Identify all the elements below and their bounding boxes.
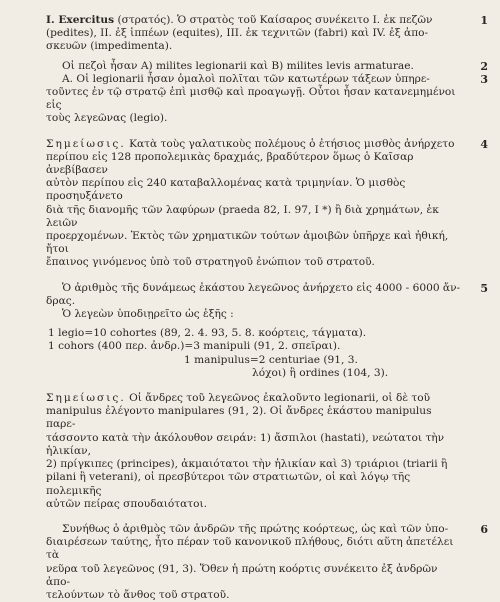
division-centuria: λόχοι) ἢ ordines (104, 3). xyxy=(252,366,389,379)
paragraph-3-cont xyxy=(46,86,474,126)
margin-number-3: 3 xyxy=(480,72,488,86)
p4-line-1 xyxy=(46,138,462,151)
p3-line-1: A. Οἱ legionarii ἦσαν ὁμαλοὶ πολῖται τῶν κατωτέρων τάξεων ὑπηρε- xyxy=(62,72,430,85)
paragraph-6 xyxy=(46,392,474,511)
p5-line-1: Ὁ ἀριθμὸς τῆς δυνάμεως ἑκάστου λεγεῶνος ἀνήρχετο εἰς 4000 - 6000 ἄν- xyxy=(62,281,461,294)
paragraph-5-cont xyxy=(46,295,474,308)
margin-number-4: 4 xyxy=(480,137,488,151)
p3-line-2: τοῦντες ἐν τῷ στρατῷ ἐπὶ μισθῷ καὶ προαγωγῇ. Οὗτοι ἦσαν κατανεμημένοι εἰς xyxy=(46,86,456,112)
division-manipulus: 1 manipulus=2 centuriae (91, 3. xyxy=(184,353,358,366)
paragraph-5 xyxy=(46,281,488,295)
p5-line-2: δρας. xyxy=(46,294,76,307)
paragraph-1 xyxy=(46,14,488,54)
p6-line-2: manipulus ἐλέγοντο manipulares (91, 2). Οἱ ἄνδρες ἑκάστου manipulus παρε- xyxy=(46,405,432,431)
p6-line-5: pilani ἢ veterani), οἱ πρεσβύτεροι τῶν στρατιωτῶν, οἱ καὶ λόγῳ τῆς πολεμικῆς xyxy=(46,471,411,497)
paragraph-5-intro xyxy=(46,308,474,321)
p6-line-1 xyxy=(46,392,462,405)
p4-line-4: διὰ τῆς διανομῆς τῶν λαφύρων (praeda 82, I. 97, I *) ἢ διὰ χρημάτων, ἐκ λειῶν xyxy=(46,203,439,229)
p6-line-3: τάσσοντο κατὰ τὴν ἀκόλουθον σειράν: 1) ἄσπιλοι (hastati), νεώτατοι τὴν ἡλικίαν, xyxy=(46,431,445,457)
p1-line-1-text: (στρατός). Ὁ στρατὸς τοῦ Καίσαρος συνέκειτο I. ἐκ πεζῶν xyxy=(114,14,433,26)
p6-line-6: αὐτῶν πείρας σπουδαιότατοι. xyxy=(46,497,208,510)
p2-line-1: Οἱ πεζοὶ ἦσαν A) milites legionarii καὶ B) milites levis armaturae. xyxy=(62,59,414,72)
p4-line-2: περίπου εἰς 128 προπολεμικὰς δραχμάς, βραδύτερον ὅμως ὁ Καῖσαρ ἀνεβίβασεν xyxy=(46,150,414,177)
p1-line-2: (pedites), II. ἐξ ἱππέων (equites), III. ἐκ τεχνιτῶν (fabri) καὶ IV. ἐξ ἀπο- xyxy=(46,27,429,40)
p7-line-3: νεῦρα τοῦ λεγεῶνος (91, 3). Ὅθεν ἡ πρώτη κοόρτις συνέκειτο ἐξ ἀνδρῶν ἀπο- xyxy=(46,562,438,588)
paragraph-3 xyxy=(46,72,488,86)
p7-line-1: Συνήθως ὁ ἀριθμὸς τῶν ἀνδρῶν τῆς πρώτης κοόρτεως, ὡς καὶ τῶν ὑπο- xyxy=(62,522,449,535)
p6-line-4: 2) πρίγκιπες (principes), ἀκμαιότατοι τὴν ἡλικίαν καὶ 3) τριάριοι (triarii ἢ xyxy=(46,458,448,471)
margin-number-2: 2 xyxy=(480,59,488,73)
p4-line-6: ἔπαινος γινόμενος ὑπὸ τοῦ στρατηγοῦ ἐνώπιον τοῦ στρατοῦ. xyxy=(46,256,375,269)
margin-number-1: 1 xyxy=(480,14,488,27)
margin-number-6: 6 xyxy=(480,522,488,536)
note-label: Σημείωσις. xyxy=(46,137,126,150)
p4-line-5: προερχομένων. Ἐκτὸς τῶν χρηματικῶν τούτων ἀμοιβῶν ὑπῆρχε καὶ ἠθική, ἤτοι xyxy=(46,230,449,256)
p4-line-1-text: Κατὰ τοὺς γαλατικοὺς πολέμους ὁ ἐτήσιος μισθὸς ἀνήρχετο xyxy=(125,137,455,150)
p1-line-3: σκευῶν (impedimenta). xyxy=(46,40,173,53)
p1-line-1 xyxy=(46,14,462,27)
p7-line-2: διαιρέσεων ταύτης, ἦτο πέραν τοῦ κανονικοῦ πλήθους, διότι αὕτη ἀπετέλει τὰ xyxy=(46,536,454,562)
division-cohors: 1 cohors (400 περ. ἀνδρ.)=3 manipuli (91, 2. σπεῖραι). xyxy=(48,340,341,353)
p5-line-3: Ὁ λεγεὼν ὑποδιῃρεῖτο ὡς ἑξῆς : xyxy=(62,308,234,321)
division-legio: 1 legio=10 cohortes (89, 2. 4. 93, 5. 8. κοόρτεις, τάγματα). xyxy=(48,327,367,340)
paragraph-2 xyxy=(46,59,488,73)
section-title: I. Exercitus xyxy=(46,14,115,26)
p6-line-1-text: Οἱ ἄνδρες τοῦ λεγεῶνος ἐκαλοῦντο legionarii, οἱ δὲ τοῦ xyxy=(125,392,431,405)
paragraph-7 xyxy=(46,522,488,536)
note-label-2: Σημείωσις. xyxy=(46,392,126,405)
margin-number-5: 5 xyxy=(480,281,488,295)
p7-line-4: τελούντων τὸ ἄνθος τοῦ στρατοῦ. xyxy=(46,588,230,601)
p3-line-3: τοὺς λεγεῶνας (legio). xyxy=(46,112,168,125)
p4-line-3: αὐτὸν περίπου εἰς 240 καταβαλλομένας κατὰ τριμηνίαν. Ὁ μισθὸς προσηυξάνετο xyxy=(46,177,406,203)
paragraph-4 xyxy=(46,137,488,270)
paragraph-7-cont xyxy=(46,536,474,602)
